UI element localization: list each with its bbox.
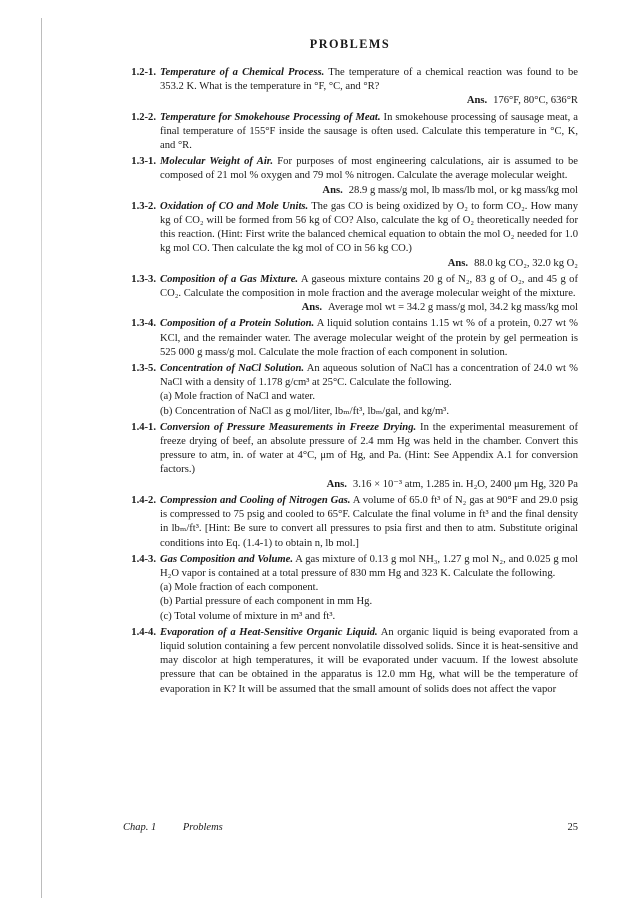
problem-body: In smokehouse processing of sausage meat, a final temperature of 155°F inside the sausage is often used. Calculate this temperature in °C, K, and °R.: [160, 111, 578, 152]
problem-part: (a) Mole fraction of each component.: [160, 582, 319, 594]
problem-title: Oxidation of CO and Mole Units.: [160, 200, 309, 212]
problem-part: (b) Partial pressure of each component in mm Hg.: [160, 596, 373, 608]
page-binding-line: [41, 18, 42, 898]
problem-1-3-5: [100, 362, 578, 419]
problem-1-3-2: [100, 200, 578, 271]
problem-title: Conversion of Pressure Measurements in Freeze Drying.: [160, 421, 417, 433]
page-content: [100, 37, 578, 699]
problem-answer: [160, 257, 578, 271]
answer-label: Ans.: [466, 95, 488, 107]
problem-body: A liquid solution contains 1.15 wt % of a protein, 0.27 wt % KCl, and the remainder water. The average molecular weight of the protein by gel permeation is 525 000 g mass/g mol. Calculate the mole fraction of each component in solution.: [160, 318, 579, 358]
answer-label: Ans.: [447, 257, 469, 269]
answer-label: Ans.: [326, 478, 347, 490]
problem-body: The gas CO is being oxidized by O₂ to form CO₂. How many kg of CO₂ will be formed from 56 kg of CO? Also, calculate the kg of O₂ theoretically needed for this reaction. (Hint: First write the balanced chemical equation to obtain the mol O₂ needed for 1.0 kg mol CO. Then calculate the kg mol of CO in 56 kg CO.): [160, 200, 578, 255]
problem-1-4-1: [100, 421, 578, 492]
problem-title: Gas Composition and Volume.: [160, 553, 294, 565]
problem-title: Evaporation of a Heat-Sensitive Organic Liquid.: [160, 626, 378, 638]
problem-number: 1.3-4.: [131, 318, 156, 330]
section-label: Problems: [182, 822, 223, 833]
answer-label: Ans.: [322, 184, 343, 196]
problem-title: Compression and Cooling of Nitrogen Gas.: [160, 494, 351, 506]
problem-body: A gas mixture of 0.13 g mol NH₃, 1.27 g mol N₂, and 0.025 g mol H₂O vapor is contained at a total pressure of 830 mm Hg and 323 K. Calculate the following.: [160, 553, 578, 579]
problem-answer: [160, 94, 578, 108]
problem-title: Composition of a Gas Mixture.: [160, 273, 299, 285]
problem-title: Concentration of NaCl Solution.: [160, 363, 305, 375]
problem-number: 1.3-3.: [131, 273, 156, 285]
problem-1-3-4: [100, 317, 578, 360]
answer-text: 3.16 × 10⁻³ atm, 1.285 in. H₂O, 2400 μm Hg, 320 Pa: [352, 478, 578, 490]
answer-text: 88.0 kg CO₂, 32.0 kg O₂: [474, 257, 578, 269]
problem-title: Temperature for Smokehouse Processing of Meat.: [160, 111, 381, 123]
problem-1-4-3: [100, 553, 578, 624]
answer-label: Ans.: [301, 302, 322, 314]
problem-number: 1.4-4.: [131, 626, 156, 638]
problem-1-2-1: [100, 66, 578, 109]
problem-number: 1.3-1.: [131, 156, 156, 168]
problem-title: Composition of a Protein Solution.: [160, 318, 315, 330]
problem-1-4-4: [100, 626, 578, 697]
answer-text: 176°F, 80°C, 636°R: [493, 95, 578, 107]
problem-list: [100, 66, 578, 697]
problem-body: An organic liquid is being evaporated from a liquid solution containing a few percent nonvolatile dissolved solids. Since it is heat-sensitive and may discolor at high temperatures, it will be evaporated under vacuum. If the lowest absolute pressure that can be obtained in the apparatus is 12.0 mm Hg, what will be the temperature of evaporation in K? It will be assumed that the small amount of solids does not affect the vapor: [160, 626, 578, 695]
problem-title: Temperature of a Chemical Process.: [160, 67, 325, 78]
problem-1-4-2: [100, 494, 578, 551]
problem-answer: [160, 301, 578, 315]
problem-body: For purposes of most engineering calculations, air is assumed to be composed of 21 mol % oxygen and 79 mol % nitrogen. Calculate the average molecular weight.: [160, 156, 578, 182]
problem-number: 1.4-1.: [131, 421, 156, 433]
problem-body: A volume of 65.0 ft³ of N₂ gas at 90°F and 29.0 psig is compressed to 75 psig and cooled to 65°F. Calculate the final volume in ft³ and the final density in lbₘ/ft³. [Hint: Be sure to convert all pressures to psia first and then to atm. Substitute original conditions into Eq. (1.4-1) to obtain n, lb mol.]: [160, 494, 578, 549]
problem-1-3-3: [100, 273, 578, 316]
problem-body: A gaseous mixture contains 20 g of N₂, 83 g of O₂, and 45 g of CO₂. Calculate the composition in mole fraction and the average molecular weight of the mixture.: [160, 273, 578, 300]
problem-part: (b) Concentration of NaCl as g mol/liter, lbₘ/ft³, lbₘ/gal, and kg/m³.: [160, 405, 450, 417]
running-footer: [123, 822, 223, 833]
problem-number: 1.3-2.: [131, 200, 156, 212]
page-title: PROBLEMS: [309, 37, 391, 51]
problem-number: 1.2-1.: [131, 67, 156, 78]
problem-body: The temperature of a chemical reaction was found to be 353.2 K. What is the temperature in °F, °C, and °R?: [160, 67, 578, 93]
problem-answer: [160, 184, 578, 198]
answer-text: 28.9 g mass/g mol, lb mass/lb mol, or kg mass/kg mol: [348, 184, 578, 196]
problem-1-2-2: [100, 111, 578, 154]
chapter-label: Chap. 1: [123, 822, 157, 833]
answer-text: Average mol wt = 34.2 g mass/g mol, 34.2 kg mass/kg mol: [327, 302, 578, 314]
problem-answer: [160, 478, 578, 492]
problem-number: 1.4-3.: [131, 553, 156, 565]
problem-number: 1.4-2.: [131, 494, 156, 506]
page-footer: [123, 822, 578, 833]
problem-body: In the experimental measurement of freeze drying of beef, an absolute pressure of 2.4 mm Hg was held in the chamber. Convert this pressure to atm, in. of water at 4°C, μm of Hg, and Pa. (Hint: See Appendix A.1 for conversion factors.): [160, 421, 578, 476]
problem-number: 1.3-5.: [131, 363, 156, 375]
page-number: 25: [567, 822, 578, 833]
problem-part: (c) Total volume of mixture in m³ and ft³.: [160, 610, 336, 622]
problem-part: (a) Mole fraction of NaCl and water.: [160, 391, 316, 403]
problem-body: An aqueous solution of NaCl has a concentration of 24.0 wt % NaCl with a density of 1.178 g/cm³ at 25°C. Calculate the following.: [160, 363, 578, 389]
problem-title: Molecular Weight of Air.: [160, 156, 273, 168]
problem-1-3-1: [100, 155, 578, 198]
problem-number: 1.2-2.: [131, 111, 156, 123]
